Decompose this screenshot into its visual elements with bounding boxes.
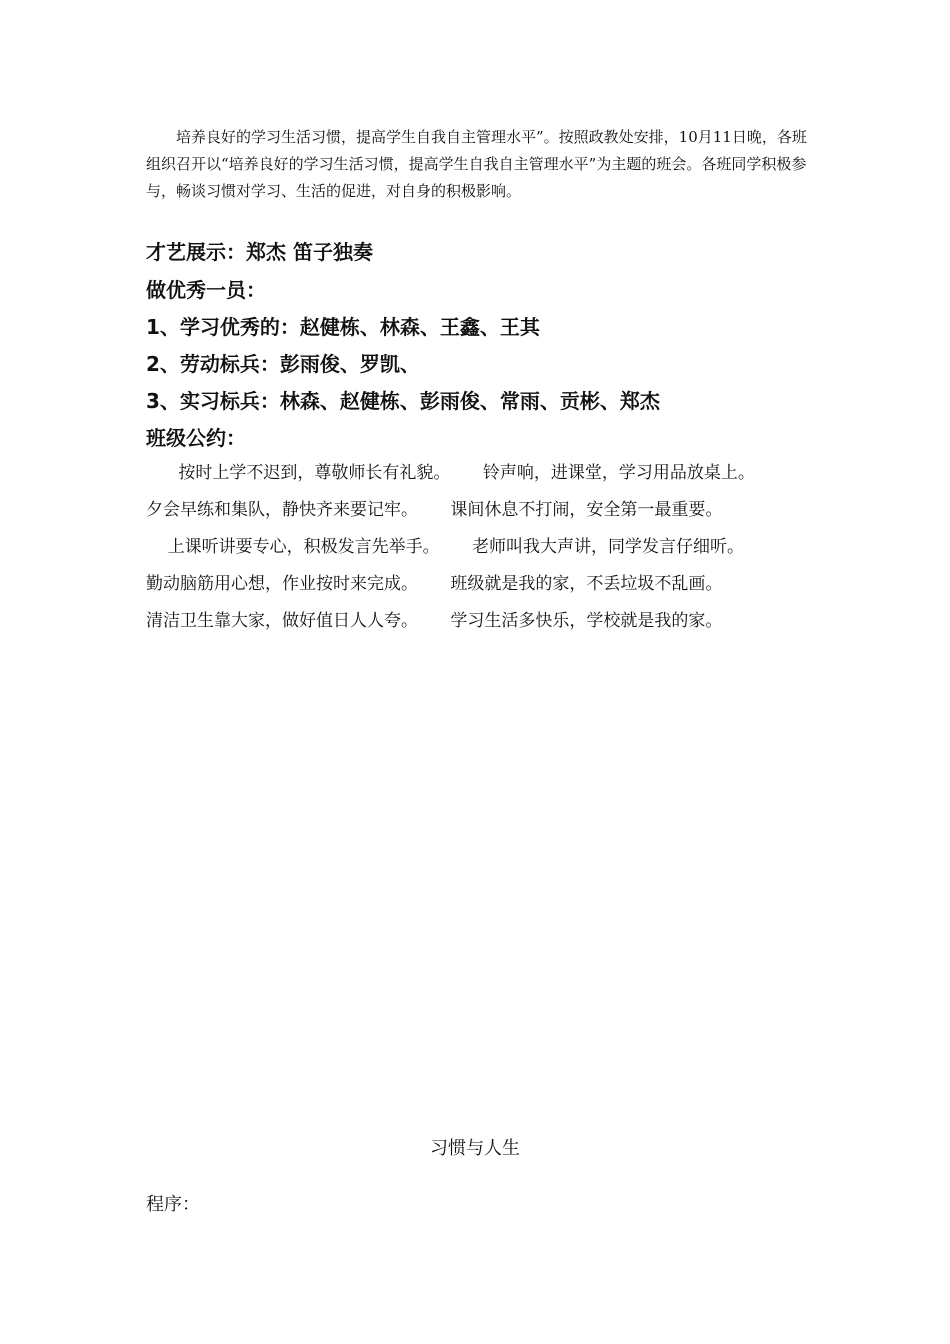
- excellent-item: 3、实习标兵：林森、赵健栋、彭雨俊、常雨、贡彬、郑杰: [146, 389, 660, 413]
- excellent-item: 2、劳动标兵：彭雨俊、罗凯、: [146, 352, 420, 376]
- pact-line: 清洁卫生靠大家，做好值日人人夸。 学习生活多快乐，学校就是我的家。: [146, 611, 723, 631]
- program-label: 程序：: [146, 1194, 200, 1215]
- pact-line: 勤动脑筋用心想，作业按时来完成。 班级就是我的家，不丢垃圾不乱画。: [146, 574, 723, 594]
- section-title: 习惯与人生: [430, 1138, 520, 1159]
- pact-line: 夕会早练和集队，静快齐来要记牢。 课间休息不打闹，安全第一最重要。: [146, 500, 723, 520]
- excellent-item: 1、学习优秀的：赵健栋、林森、王鑫、王其: [146, 315, 540, 339]
- pact-line: 上课听讲要专心，积极发言先举手。 老师叫我大声讲，同学发言仔细听。: [146, 537, 745, 557]
- pact-line: 按时上学不迟到，尊敬师长有礼貌。 铃声响，进课堂，学习用品放桌上。: [146, 463, 755, 483]
- pact-heading: 班级公约：: [146, 426, 246, 450]
- talent-show-line: 才艺展示：郑杰 笛子独奏: [146, 240, 373, 264]
- excellent-heading: 做优秀一员：: [146, 278, 266, 302]
- intro-paragraph: 培养良好的学习生活习惯，提高学生自我自主管理水平”。按照政教处安排，10月11日晚，各班组织召开以“培养良好的学习生活习惯，提高学生自我自主管理水平”为主题的班会。各班同学积极参与，畅谈习惯对学习、生活的促进，对自身的积极影响。: [146, 128, 807, 200]
